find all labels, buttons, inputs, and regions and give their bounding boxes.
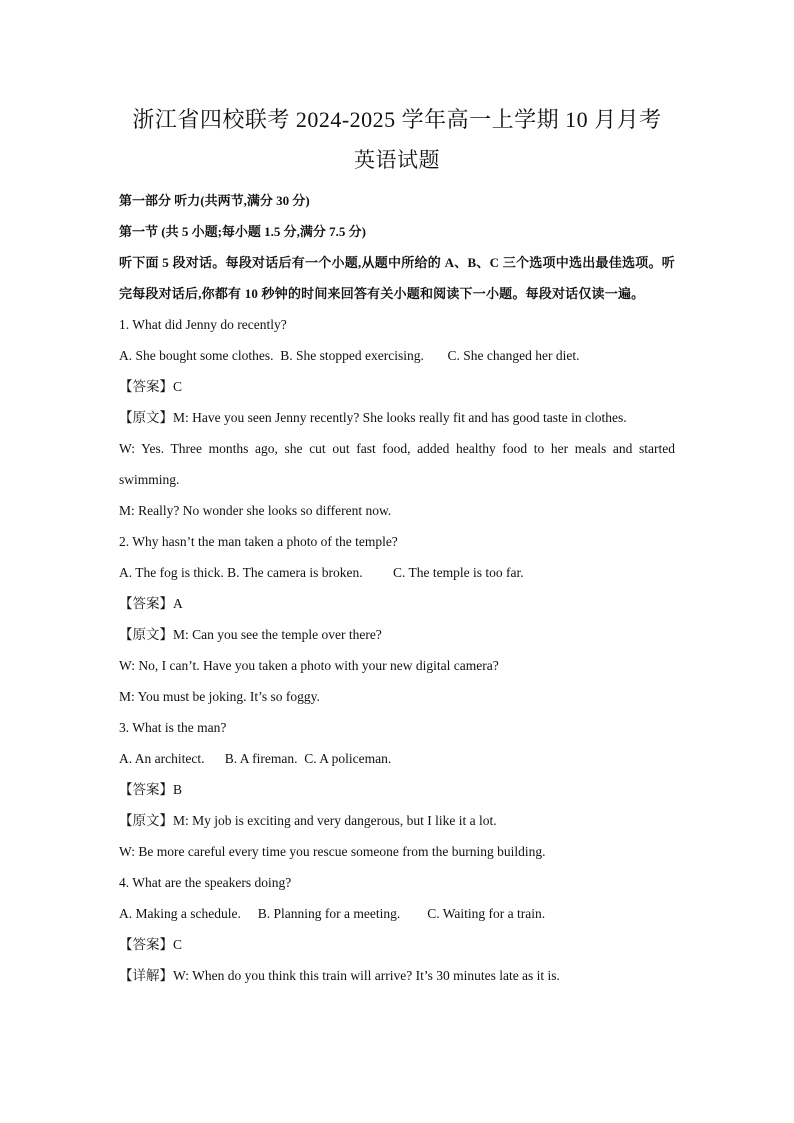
part-heading: 第一部分 听力(共两节,满分 30 分)	[119, 193, 310, 208]
question-1: 1. What did Jenny do recently?	[119, 317, 287, 332]
option-1b: B. She stopped exercising.	[280, 348, 424, 363]
options-2	[119, 557, 675, 588]
options-3	[119, 743, 675, 774]
transcript-3-line-1: 【原文】M: My job is exciting and very dangerous, but I like it a lot.	[119, 813, 497, 828]
transcript-tag: 【原文】	[119, 627, 173, 642]
option-4a: A. Making a schedule.	[119, 906, 241, 921]
option-1c: C. She changed her diet.	[447, 348, 580, 363]
transcript-tag: 【原文】	[119, 813, 173, 828]
options-1	[119, 340, 675, 371]
transcript-tag: 【原文】	[119, 410, 173, 425]
option-2c: C. The temple is too far.	[392, 565, 524, 580]
options-4	[119, 898, 675, 929]
exam-subtitle: 英语试题	[354, 148, 440, 172]
exam-title: 浙江省四校联考 2024-2025 学年高一上学期 10 月月考	[132, 107, 662, 132]
transcript-4-line-1: 【详解】W: When do you think this train will arrive? It’s 30 minutes late as it is.	[119, 968, 560, 983]
option-3a: A. An architect.	[119, 751, 205, 766]
question-4: 4. What are the speakers doing?	[119, 875, 292, 890]
option-3b: B. A fireman.	[224, 751, 298, 766]
transcript-tag: 【详解】	[119, 968, 173, 983]
exam-page	[119, 100, 675, 991]
answer-3: 【答案】B	[119, 782, 183, 797]
question-3: 3. What is the man?	[119, 720, 227, 735]
transcript-1-line-3: M: Really? No wonder she looks so different now.	[119, 503, 392, 518]
option-4c: C. Waiting for a train.	[427, 906, 546, 921]
transcript-2-line-3: M: You must be joking. It’s so foggy.	[119, 689, 320, 704]
option-1a: A. She bought some clothes.	[119, 348, 274, 363]
option-2b: B. The camera is broken.	[227, 565, 363, 580]
transcript-1-line-1: 【原文】M: Have you seen Jenny recently? She looks really fit and has good taste in clothes.	[119, 410, 627, 425]
transcript-1-line-2: W: Yes. Three months ago, she cut out fast food, added healthy food to her meals and started swimming.	[119, 441, 675, 487]
answer-2: 【答案】A	[119, 596, 183, 611]
option-4b: B. Planning for a meeting.	[257, 906, 401, 921]
option-3c: C. A policeman.	[304, 751, 392, 766]
question-2: 2. Why hasn’t the man taken a photo of the temple?	[119, 534, 398, 549]
option-2a: A. The fog is thick.	[119, 565, 224, 580]
instructions: 听下面 5 段对话。每段对话后有一个小题,从题中所给的 A、B、C 三个选项中选出最佳选项。听完每段对话后,你都有 10 秒钟的时间来回答有关小题和阅读下一小题。每段对话仅读一遍。	[119, 255, 675, 301]
transcript-2-line-2: W: No, I can’t. Have you taken a photo with your new digital camera?	[119, 658, 499, 673]
answer-1: 【答案】C	[119, 379, 183, 394]
transcript-3-line-2: W: Be more careful every time you rescue someone from the burning building.	[119, 844, 546, 859]
section-heading: 第一节 (共 5 小题;每小题 1.5 分,满分 7.5 分)	[119, 224, 366, 239]
answer-4: 【答案】C	[119, 937, 183, 952]
transcript-2-line-1: 【原文】M: Can you see the temple over there?	[119, 627, 382, 642]
